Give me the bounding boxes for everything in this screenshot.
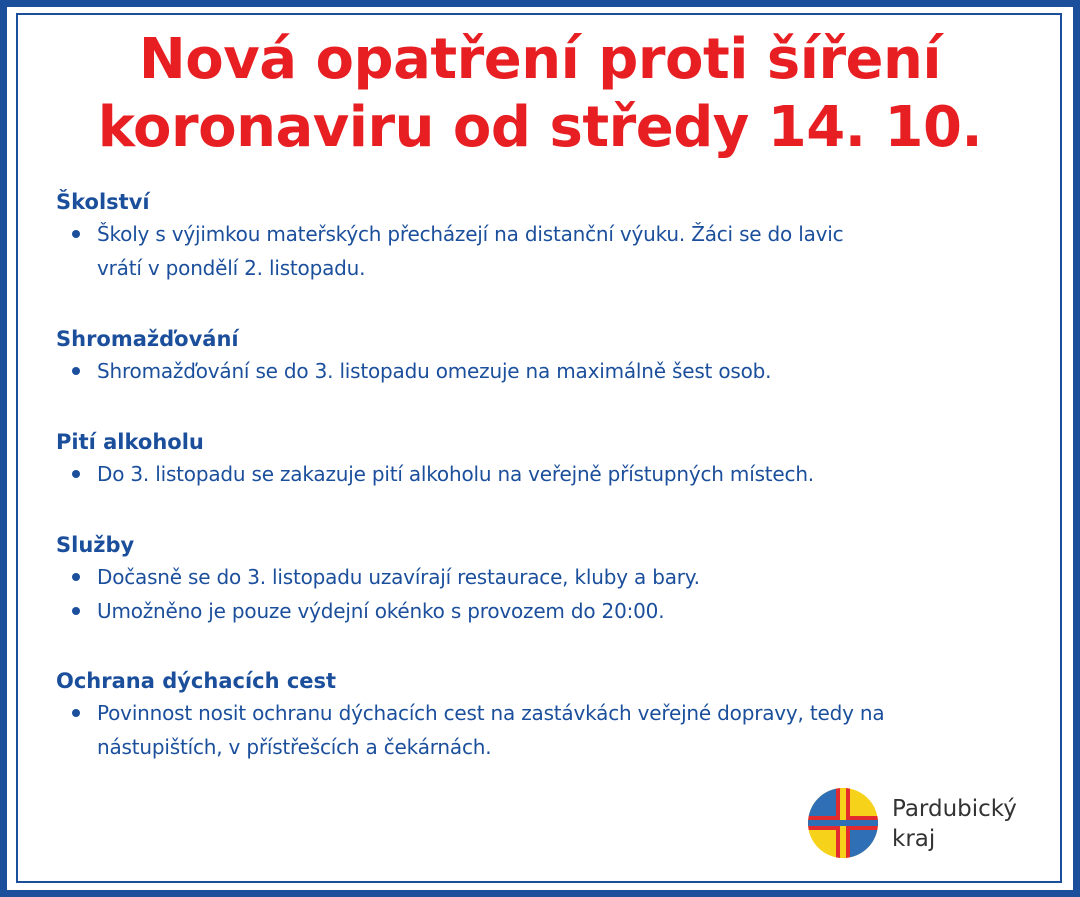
emblem-blue-quadrant xyxy=(806,786,836,816)
logo-line-2: kraj xyxy=(892,826,936,852)
bullet-icon xyxy=(72,607,80,615)
list-item xyxy=(56,560,1046,594)
bullet-list xyxy=(56,696,1046,764)
title-line-1: Nová opatření proti šíření xyxy=(138,27,942,92)
section-heading: Služby xyxy=(56,533,135,557)
list-item xyxy=(56,696,1046,764)
section-heading: Školství xyxy=(56,190,150,214)
bullet-icon xyxy=(72,573,80,581)
emblem-blue-horizontal xyxy=(806,820,880,826)
section-piti-alkoholu xyxy=(56,427,1046,491)
section-skolstvi xyxy=(56,187,1046,285)
bullet-icon xyxy=(72,367,80,375)
list-item xyxy=(56,354,1046,388)
section-shromazdovani xyxy=(56,324,1046,388)
list-item-line: Povinnost nosit ochranu dýchacích cest na zastávkách veřejné dopravy, tedy na xyxy=(97,701,885,725)
list-item xyxy=(56,457,1046,491)
emblem-blue-quadrant xyxy=(850,830,880,860)
pardubice-region-emblem-icon xyxy=(806,786,880,860)
bullet-list xyxy=(56,354,1046,388)
bullet-icon xyxy=(72,230,80,238)
list-item xyxy=(56,594,1046,628)
bullet-list xyxy=(56,560,1046,628)
bullet-icon xyxy=(72,470,80,478)
list-item xyxy=(56,217,1046,285)
section-ochrana-dychacich-cest xyxy=(56,666,1046,764)
section-sluzby xyxy=(56,530,1046,628)
logo-line-1: Pardubický xyxy=(892,796,1017,822)
bullet-icon xyxy=(72,709,80,717)
title-line-2: koronaviru od středy 14. 10. xyxy=(97,95,983,160)
bullet-list xyxy=(56,217,1046,285)
list-item-line: vrátí v pondělí 2. listopadu. xyxy=(97,256,366,280)
bullet-list xyxy=(56,457,1046,491)
list-item-line: Dočasně se do 3. listopadu uzavírají restaurace, kluby a bary. xyxy=(97,565,700,589)
list-item-line: Do 3. listopadu se zakazuje pití alkoholu na veřejně přístupných místech. xyxy=(97,462,814,486)
section-heading: Pití alkoholu xyxy=(56,430,204,454)
section-heading: Shromažďování xyxy=(56,327,239,351)
list-item-line: Umožněno je pouze výdejní okénko s provozem do 20:00. xyxy=(97,599,665,623)
section-heading: Ochrana dýchacích cest xyxy=(56,669,337,693)
logo-wordmark xyxy=(892,794,1017,854)
page-title xyxy=(16,26,1064,162)
list-item-line: nástupištích, v přístřešcích a čekárnách. xyxy=(97,735,492,759)
list-item-line: Shromažďování se do 3. listopadu omezuje na maximálně šest osob. xyxy=(97,359,772,383)
list-item-line: Školy s výjimkou mateřských přecházejí na distanční výuku. Žáci se do lavic xyxy=(97,222,844,246)
